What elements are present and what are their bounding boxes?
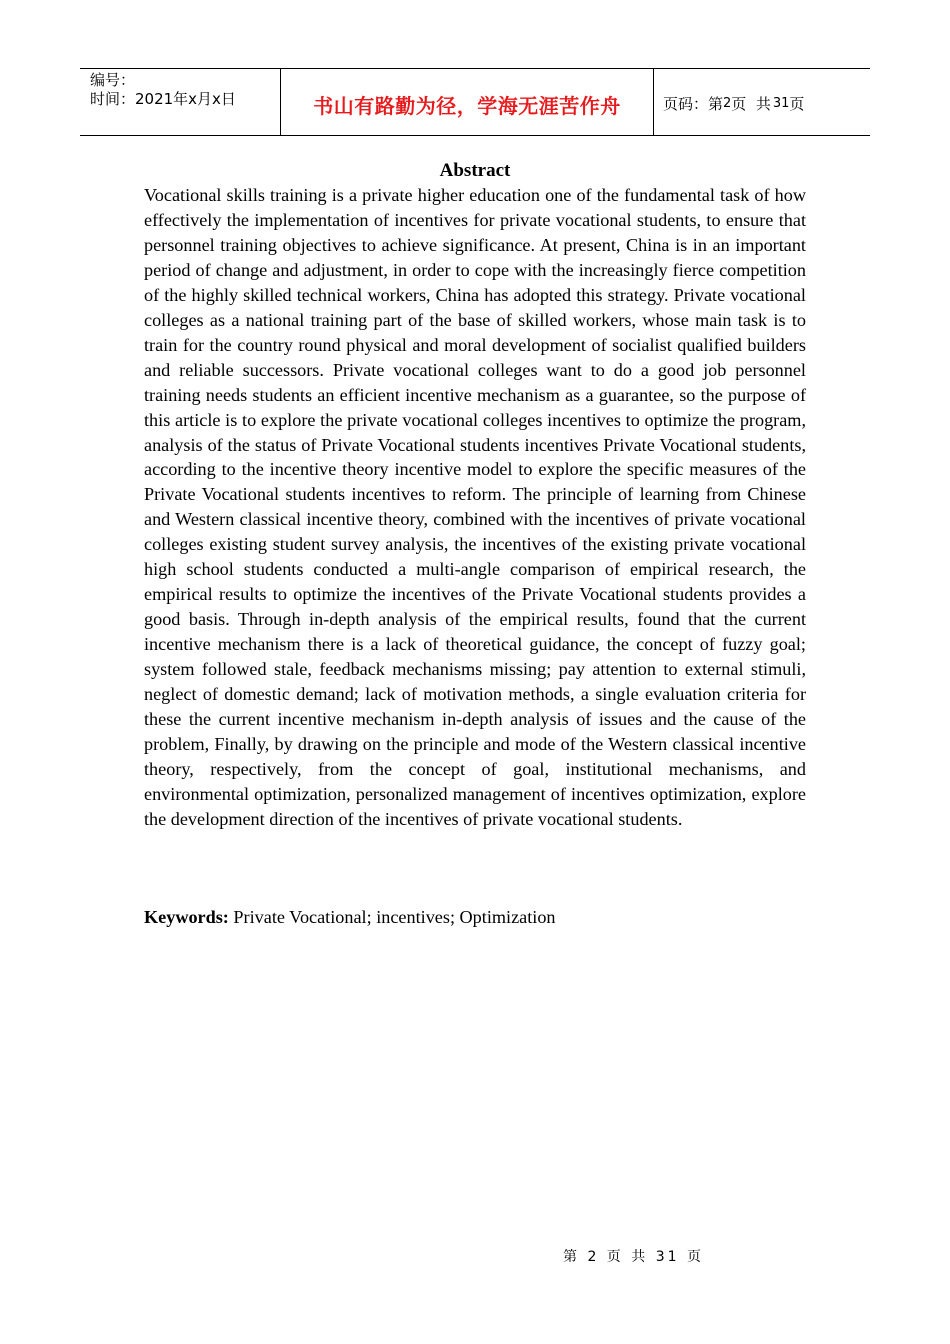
keywords-label: Keywords: — [144, 907, 229, 927]
page-header — [80, 68, 870, 136]
page-total: 31 — [772, 95, 790, 111]
page-label-suffix: 页 — [789, 94, 805, 113]
header-meta — [80, 69, 281, 135]
page-label-prefix: 页码：第 — [663, 94, 724, 113]
time-label: 时间：2021年x月x日 — [90, 90, 236, 108]
page-current: 2 — [723, 95, 732, 111]
keywords-value: Private Vocational; incentives; Optimization — [228, 907, 556, 927]
abstract-body: Vocational skills training is a private higher education one of the fundamental task of how effectively the implementation of incentives for private vocational students, to ensure that personnel training objectives to achieve significance. At present, China is in an important period of change and adjustment, in order to cope with the increasingly fierce competition of the highly skilled technical workers, China has adopted this strategy. Private vocational colleges as a national training part of the base of skilled workers, whose main task is to train for the country round physical and moral development of socialist qualified builders and reliable successors. Private vocational colleges want to do a good job personnel training needs students an efficient incentive mechanism as a guarantee, so the purpose of this article is to explore the private vocational colleges incentives to optimize the program, analysis of the status of Private Vocational students incentives Private Vocational students, according to the incentive theory incentive model to explore the specific measures of the Private Vocational students incentives to reform. The principle of learning from Chinese and Western classical incentive theory, combined with the incentives of private vocational colleges existing student survey analysis, the incentives of the existing private vocational high school students conducted a multi-angle comparison of empirical research, the empirical results to optimize the incentives of the Private Vocational students provides a good basis. Through in-depth analysis of the empirical results, found that the current incentive mechanism there is a lack of theoretical guidance, the concept of fuzzy goal; system followed stale, feedback mechanisms missing; pay attention to external stimuli, neglect of domestic demand; lack of motivation methods, a single evaluation criteria for these the current incentive mechanism in-depth analysis of issues and the cause of the problem, Finally, by drawing on the principle and mode of the Western classical incentive theory, respectively, from the concept of goal, institutional mechanisms, and environmental optimization, personalized management of incentives optimization, explore the development direction of the incentives of private vocational students. — [144, 185, 806, 829]
serial-label: 编号： — [90, 71, 136, 89]
header-page-number — [654, 69, 870, 135]
keywords-line — [144, 905, 806, 930]
footer-page-text: 第 2 页 共 31 页 — [563, 1249, 704, 1265]
motto-text: 书山有路勤为径，学海无涯苦作舟 — [313, 93, 621, 118]
header-motto-cell — [281, 69, 654, 135]
page-label-mid: 页 共 — [731, 94, 771, 113]
abstract-title: Abstract — [439, 160, 511, 181]
